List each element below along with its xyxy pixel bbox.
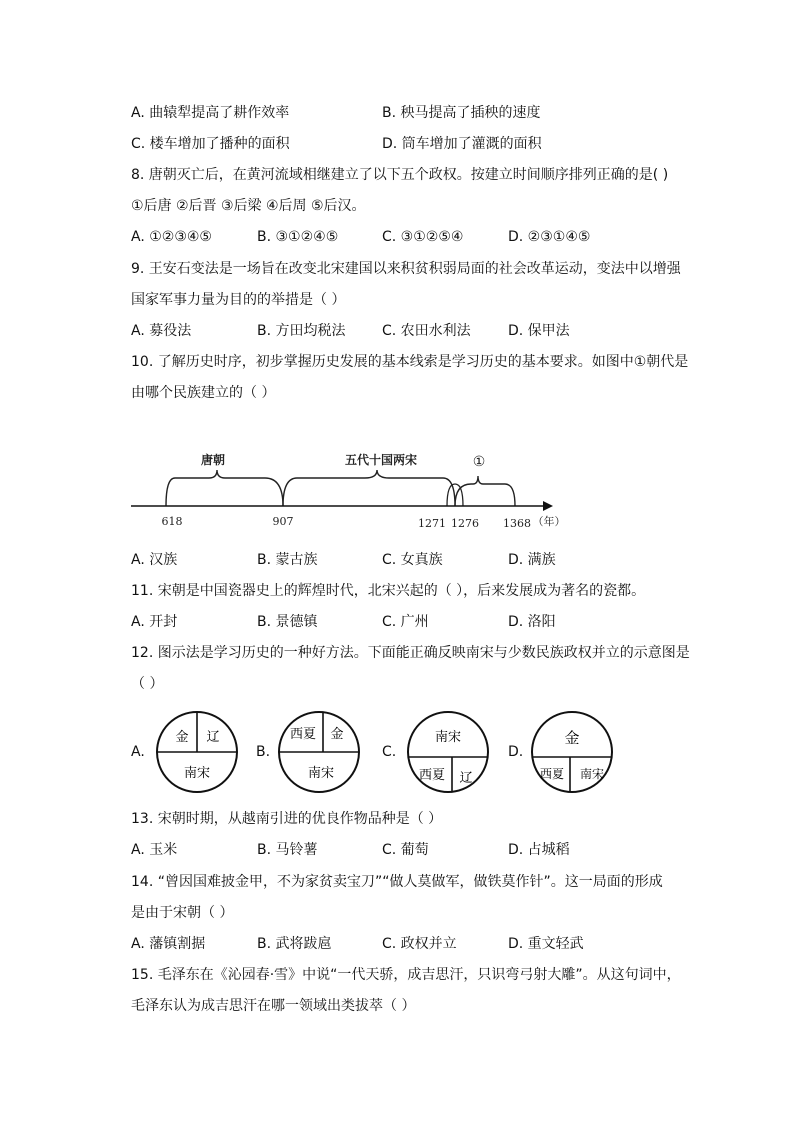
q13-option-c: C. 葡萄 bbox=[382, 842, 429, 858]
q14-option-b: B. 武将跋扈 bbox=[257, 936, 332, 952]
q12-circle-d bbox=[530, 705, 614, 803]
q13-option-a: A. 玉米 bbox=[131, 842, 178, 858]
q11-option-a: A. 开封 bbox=[131, 614, 178, 630]
circle-a-liao: 辽 bbox=[206, 730, 220, 745]
q7-option-d: D. 筒车增加了灌溉的面积 bbox=[382, 136, 542, 152]
q7-option-b: B. 秧马提高了插秧的速度 bbox=[382, 105, 541, 121]
q12-circle-b bbox=[277, 705, 361, 803]
circle-d-xixia: 西夏 bbox=[539, 767, 565, 781]
label-middle: 五代十国两宋 bbox=[344, 453, 418, 467]
q11-option-b: B. 景德镇 bbox=[257, 614, 318, 630]
q13-option-d: D. 占城稻 bbox=[508, 842, 570, 858]
q15-stem-line1: 15. 毛泽东在《沁园春·雪》中说“一代天骄，成吉思汗，只识弯弓射大雕”。从这句词中， bbox=[131, 967, 681, 983]
q9-option-d: D. 保甲法 bbox=[508, 323, 570, 339]
q8-option-a: A. ①②③④⑤ bbox=[131, 229, 212, 245]
q12-stem-line2: （ ） bbox=[131, 676, 164, 692]
q7-option-c: C. 楼车增加了播种的面积 bbox=[131, 136, 290, 152]
q7-option-a: A. 曲辕犁提高了耕作效率 bbox=[131, 105, 290, 121]
label-marker: ① bbox=[472, 454, 486, 470]
q9-option-a: A. 募役法 bbox=[131, 323, 192, 339]
year-1368: 1368 bbox=[503, 517, 531, 530]
q8-stem: 8. 唐朝灭亡后，在黄河流域相继建立了以下五个政权。按建立时间顺序排列正确的是( ) bbox=[131, 167, 669, 183]
q12-circle-c bbox=[406, 705, 490, 803]
q12-circle-a bbox=[155, 705, 239, 803]
circle-c-liao: 辽 bbox=[459, 771, 473, 786]
q10-option-a: A. 汉族 bbox=[131, 552, 178, 568]
q12-option-d-label: D. bbox=[508, 744, 524, 760]
q14-option-d: D. 重文轻武 bbox=[508, 936, 584, 952]
year-618: 618 bbox=[161, 515, 183, 528]
q10-option-c: C. 女真族 bbox=[382, 552, 443, 568]
q12-option-a-label: A. bbox=[131, 744, 145, 760]
circle-d-jin: 金 bbox=[564, 729, 580, 747]
q9-stem-line1: 9. 王安石变法是一场旨在改变北宋建国以来积贫积弱局面的社会改革运动，变法中以增强 bbox=[131, 261, 681, 277]
q11-stem: 11. 宋朝是中国瓷器史上的辉煌时代，北宋兴起的（ ），后来发展成为著名的瓷都。 bbox=[131, 583, 646, 599]
q14-option-a: A. 藩镇割据 bbox=[131, 936, 206, 952]
q11-option-c: C. 广州 bbox=[382, 614, 429, 630]
q9-stem-line2: 国家军事力量为目的的举措是（ ） bbox=[131, 292, 346, 308]
q10-stem-line1: 10. 了解历史时序，初步掌握历史发展的基本线索是学习历史的基本要求。如图中①朝代是 bbox=[131, 354, 689, 370]
year-907: 907 bbox=[272, 515, 294, 528]
q14-stem-line1: 14. “曾因国难披金甲，不为家贫卖宝刀”“做人莫做军，做铁莫作针”。这一局面的形成 bbox=[131, 874, 663, 890]
year-unit: （年） bbox=[532, 515, 566, 528]
q8-items: ①后唐 ②后晋 ③后梁 ④后周 ⑤后汉。 bbox=[131, 198, 366, 214]
q13-option-b: B. 马铃薯 bbox=[257, 842, 318, 858]
q11-option-d: D. 洛阳 bbox=[508, 614, 556, 630]
q10-option-d: D. 满族 bbox=[508, 552, 556, 568]
circle-c-xixia: 西夏 bbox=[418, 768, 446, 783]
label-tang: 唐朝 bbox=[200, 453, 226, 467]
circle-a-jin: 金 bbox=[175, 730, 189, 745]
q12-option-c-label: C. bbox=[382, 744, 397, 760]
q8-option-d: D. ②③①④⑤ bbox=[508, 229, 591, 245]
circle-d-nansong: 南宋 bbox=[579, 767, 605, 781]
year-1271: 1271 bbox=[418, 517, 446, 530]
q13-stem: 13. 宋朝时期，从越南引进的优良作物品种是（ ） bbox=[131, 811, 443, 827]
circle-b-xixia: 西夏 bbox=[289, 727, 317, 742]
q10-option-b: B. 蒙古族 bbox=[257, 552, 318, 568]
q15-stem-line2: 毛泽东认为成吉思汗在哪一领域出类拔萃（ ） bbox=[131, 998, 416, 1014]
circle-c-nansong: 南宋 bbox=[434, 730, 462, 745]
q9-option-c: C. 农田水利法 bbox=[382, 323, 471, 339]
brace-tang bbox=[166, 470, 283, 506]
brace-middle bbox=[283, 470, 455, 506]
circle-b-jin: 金 bbox=[330, 727, 344, 742]
circle-b-nansong: 南宋 bbox=[307, 766, 335, 781]
q14-option-c: C. 政权并立 bbox=[382, 936, 457, 952]
q14-stem-line2: 是由于宋朝（ ） bbox=[131, 905, 234, 921]
q9-option-b: B. 方田均税法 bbox=[257, 323, 346, 339]
q10-timeline-figure bbox=[125, 440, 585, 535]
q12-stem-line1: 12. 图示法是学习历史的一种好方法。下面能正确反映南宋与少数民族政权并立的示意图是 bbox=[131, 645, 690, 661]
q8-option-c: C. ③①②⑤④ bbox=[382, 229, 464, 245]
axis-arrow-icon bbox=[543, 501, 553, 511]
q8-option-b: B. ③①②④⑤ bbox=[257, 229, 339, 245]
q10-stem-line2: 由哪个民族建立的（ ） bbox=[131, 385, 276, 401]
circle-a-nansong: 南宋 bbox=[183, 766, 211, 781]
brace-yuan bbox=[455, 476, 515, 506]
year-1276: 1276 bbox=[451, 517, 479, 530]
q12-option-b-label: B. bbox=[256, 744, 271, 760]
